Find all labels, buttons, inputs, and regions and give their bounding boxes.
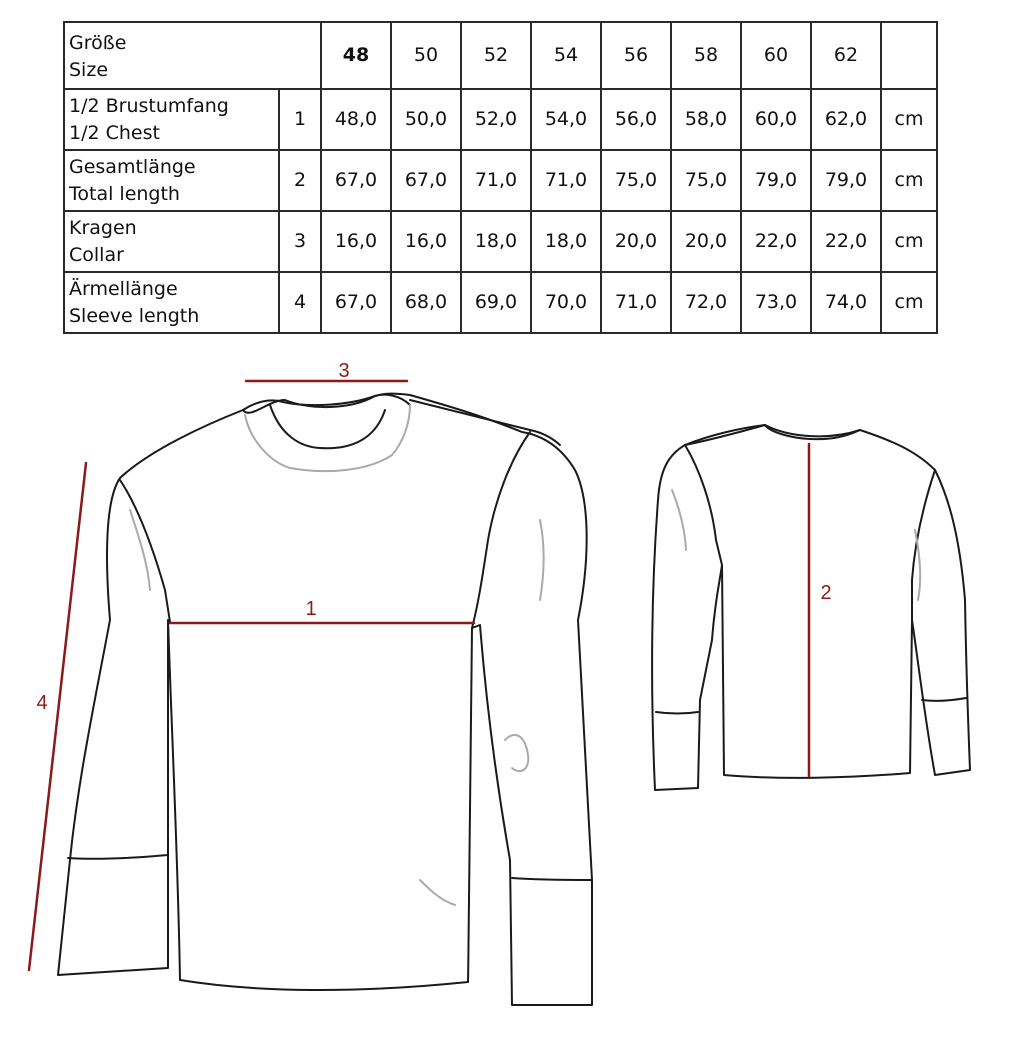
- value-cell: 60,0: [741, 89, 811, 150]
- value-cell: 70,0: [531, 272, 601, 333]
- front-body-outline: [58, 394, 592, 1005]
- value-cell: 18,0: [461, 211, 531, 272]
- value-cell: 50,0: [391, 89, 461, 150]
- back-shirt: [652, 425, 970, 790]
- unit-cell: cm: [881, 150, 937, 211]
- row-number: 3: [279, 211, 321, 272]
- value-cell: 20,0: [601, 211, 671, 272]
- size-label-de: Größe: [69, 31, 127, 54]
- value-cell: 79,0: [811, 150, 881, 211]
- sleeve-measure-label: 4: [36, 692, 48, 714]
- row-label-de: Gesamtlänge: [69, 155, 196, 178]
- length-measure-label: 2: [820, 582, 832, 604]
- value-cell: 79,0: [741, 150, 811, 211]
- value-cell: 48,0: [321, 89, 391, 150]
- chest-measure-label: 1: [305, 598, 317, 620]
- value-cell: 71,0: [601, 272, 671, 333]
- value-cell: 75,0: [671, 150, 741, 211]
- value-cell: 20,0: [671, 211, 741, 272]
- value-cell: 73,0: [741, 272, 811, 333]
- value-cell: 16,0: [391, 211, 461, 272]
- value-cell: 71,0: [461, 150, 531, 211]
- value-cell: 71,0: [531, 150, 601, 211]
- size-header-cell: 54: [531, 22, 601, 89]
- size-header-cell: 62: [811, 22, 881, 89]
- unit-cell: cm: [881, 89, 937, 150]
- value-cell: 67,0: [391, 150, 461, 211]
- value-cell: 58,0: [671, 89, 741, 150]
- value-cell: 67,0: [321, 150, 391, 211]
- row-label-de: 1/2 Brustumfang: [69, 94, 229, 117]
- value-cell: 62,0: [811, 89, 881, 150]
- row-number: 2: [279, 150, 321, 211]
- value-cell: 52,0: [461, 89, 531, 150]
- size-header-cell: 52: [461, 22, 531, 89]
- value-cell: 56,0: [601, 89, 671, 150]
- value-cell: 74,0: [811, 272, 881, 333]
- size-header-cell: 56: [601, 22, 671, 89]
- value-cell: 54,0: [531, 89, 601, 150]
- value-cell: 22,0: [811, 211, 881, 272]
- value-cell: 16,0: [321, 211, 391, 272]
- row-number: 4: [279, 272, 321, 333]
- size-header-cell: 58: [671, 22, 741, 89]
- value-cell: 18,0: [531, 211, 601, 272]
- value-cell: 67,0: [321, 272, 391, 333]
- back-body-outline: [652, 425, 970, 790]
- size-header-cell: 48: [321, 22, 391, 89]
- row-label-en: Total length: [69, 182, 180, 205]
- collar-measure-label: 3: [338, 360, 350, 382]
- front-shirt: [58, 394, 592, 1005]
- row-label-en: 1/2 Chest: [69, 121, 160, 144]
- row-label-en: Collar: [69, 243, 124, 266]
- value-cell: 72,0: [671, 272, 741, 333]
- row-label-de: Ärmellänge: [69, 277, 178, 300]
- unit-cell: cm: [881, 272, 937, 333]
- size-header-cell: 50: [391, 22, 461, 89]
- unit-cell: cm: [881, 211, 937, 272]
- value-cell: 22,0: [741, 211, 811, 272]
- row-number: 1: [279, 89, 321, 150]
- size-header-cell: 60: [741, 22, 811, 89]
- value-cell: 75,0: [601, 150, 671, 211]
- row-label-en: Sleeve length: [69, 304, 200, 327]
- value-cell: 69,0: [461, 272, 531, 333]
- size-label-en: Size: [69, 58, 109, 81]
- row-label-de: Kragen: [69, 216, 137, 239]
- value-cell: 68,0: [391, 272, 461, 333]
